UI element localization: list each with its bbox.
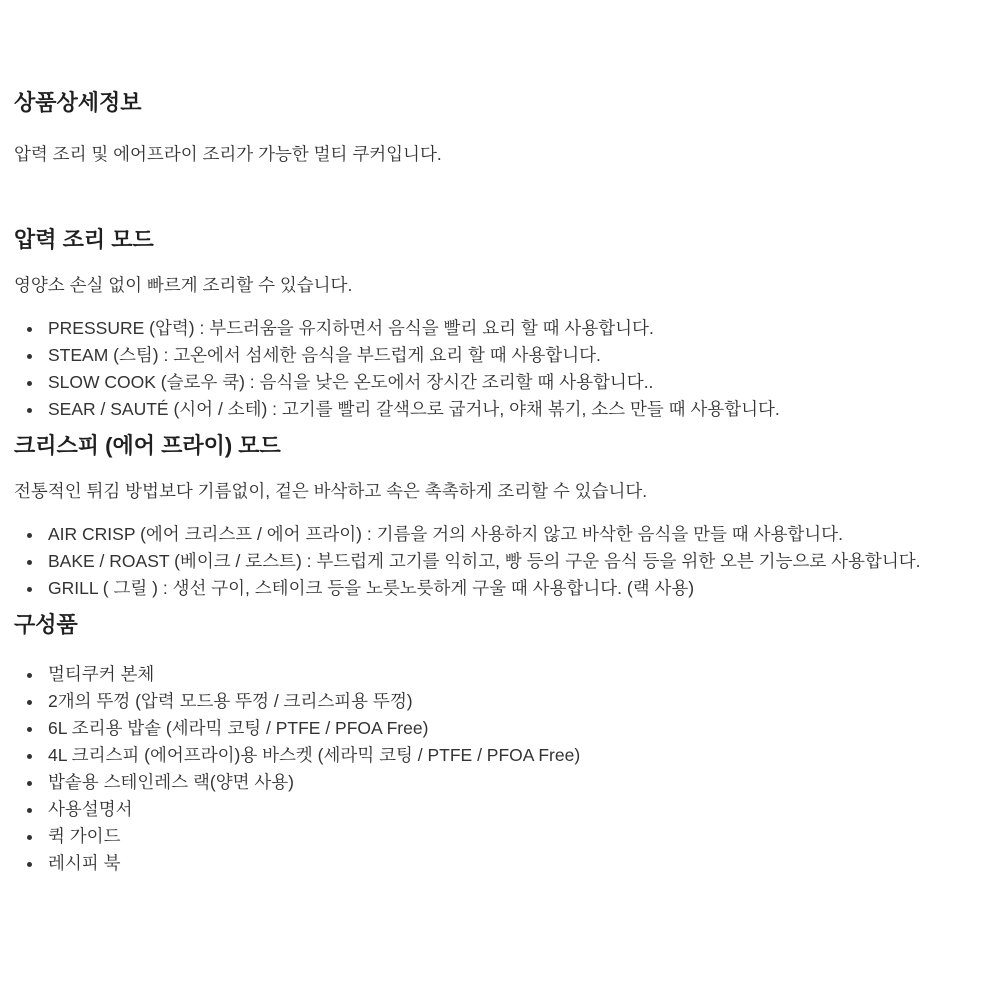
list-item: 퀵 가이드	[48, 823, 994, 850]
page-title: 상품상세정보	[14, 90, 142, 115]
list-item: 4L 크리스피 (에어프라이)용 바스켓 (세라믹 코팅 / PTFE / PFOA Free)	[48, 742, 994, 769]
crisp-mode-heading: 크리스피 (에어 프라이) 모드	[14, 433, 281, 458]
crisp-mode-description: 전통적인 튀김 방법보다 기름없이, 겉은 바삭하고 속은 촉촉하게 조리할 수 있습니다.	[14, 481, 648, 501]
crisp-mode-list	[14, 521, 994, 602]
list-item: BAKE / ROAST (베이크 / 로스트) : 부드럽게 고기를 익히고, 빵 등의 구운 음식 등을 위한 오븐 기능으로 사용합니다.	[48, 548, 994, 575]
list-item: SLOW COOK (슬로우 쿡) : 음식을 낮은 온도에서 장시간 조리할 때 사용합니다..	[48, 369, 994, 396]
pressure-mode-heading: 압력 조리 모드	[14, 227, 154, 252]
list-item: STEAM (스팀) : 고온에서 섬세한 음식을 부드럽게 요리 할 때 사용합니다.	[48, 342, 994, 369]
list-item: 레시피 북	[48, 850, 994, 877]
list-item: AIR CRISP (에어 크리스프 / 에어 프라이) : 기름을 거의 사용하지 않고 바삭한 음식을 만들 때 사용합니다.	[48, 521, 994, 548]
list-item: SEAR / SAUTÉ (시어 / 소테) : 고기를 빨리 갈색으로 굽거나, 야채 볶기, 소스 만들 때 사용합니다.	[48, 396, 994, 423]
list-item: PRESSURE (압력) : 부드러움을 유지하면서 음식을 빨리 요리 할 때 사용합니다.	[48, 315, 994, 342]
components-list	[14, 661, 994, 877]
list-item: GRILL ( 그릴 ) : 생선 구이, 스테이크 등을 노릇노릇하게 구울 때 사용합니다. (랙 사용)	[48, 575, 994, 602]
list-item: 사용설명서	[48, 796, 994, 823]
components-heading: 구성품	[14, 612, 78, 637]
pressure-mode-description: 영양소 손실 없이 빠르게 조리할 수 있습니다.	[14, 275, 353, 295]
pressure-mode-list	[14, 315, 994, 423]
list-item: 밥솥용 스테인레스 랙(양면 사용)	[48, 769, 994, 796]
list-item: 2개의 뚜껑 (압력 모드용 뚜껑 / 크리스피용 뚜껑)	[48, 688, 994, 715]
list-item: 6L 조리용 밥솥 (세라믹 코팅 / PTFE / PFOA Free)	[48, 715, 994, 742]
intro-text: 압력 조리 및 에어프라이 조리가 가능한 멀티 쿠커입니다.	[14, 144, 442, 164]
product-detail-content	[14, 88, 994, 877]
list-item: 멀티쿠커 본체	[48, 661, 994, 688]
